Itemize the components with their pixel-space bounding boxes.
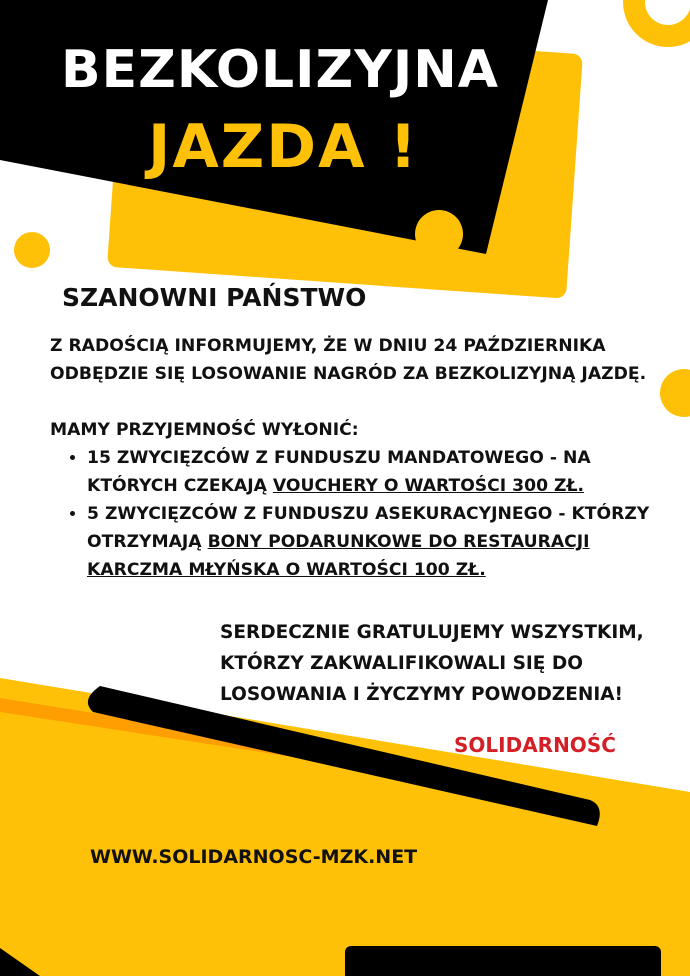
prize-list <box>50 444 670 584</box>
title-line-1: BEZKOLIZYJNA <box>61 40 499 100</box>
prizes-intro: MAMY PRZYJEMNOŚĆ WYŁONIĆ: <box>50 420 359 440</box>
prize-item <box>87 500 670 584</box>
congratulations <box>220 617 644 710</box>
brand-name: SOLIDARNOŚĆ <box>454 733 616 757</box>
prize-text: 5 ZWYCIĘZCÓW Z FUNDUSZU ASEKURACYJNEGO - KTÓRZY OTRZYMAJĄ <box>87 504 650 552</box>
dot-decoration <box>415 210 463 258</box>
greeting: SZANOWNI PAŃSTWO <box>62 283 367 312</box>
prize-highlight: VOUCHERY O WARTOŚCI 300 ZŁ. <box>272 476 585 496</box>
congrats-line: SERDECZNIE GRATULUJEMY WSZYSTKIM, <box>220 622 644 643</box>
prize-text: 15 ZWYCIĘZCÓW Z FUNDUSZU MANDATOWEGO - NA KTÓRYCH CZEKAJĄ <box>87 448 591 496</box>
bottom-black-bar <box>345 946 661 976</box>
announcement-line: ODBĘDZIE SIĘ LOSOWANIE NAGRÓD ZA BEZKOLIZYJNĄ JAZDĘ. <box>50 364 647 384</box>
website-link[interactable]: WWW.SOLIDARNOSC-MZK.NET <box>90 846 418 868</box>
announcement-body <box>50 332 670 584</box>
announcement-line: Z RADOŚCIĄ INFORMUJEMY, ŻE W DNIU 24 PAŹDZIERNIKA <box>50 336 606 356</box>
title-line-2: JAZDA ! <box>148 112 419 182</box>
dot-decoration <box>14 232 50 268</box>
congrats-line: LOSOWANIA I ŻYCZYMY POWODZENIA! <box>220 684 623 705</box>
ring-decoration <box>634 0 690 36</box>
prize-highlight: BONY PODARUNKOWE DO RESTAURACJI KARCZMA MŁYŃSKA O WARTOŚCI 100 ZŁ. <box>87 532 590 580</box>
prize-item <box>87 444 670 500</box>
congrats-line: KTÓRZY ZAKWALIFIKOWALI SIĘ DO <box>220 653 583 674</box>
